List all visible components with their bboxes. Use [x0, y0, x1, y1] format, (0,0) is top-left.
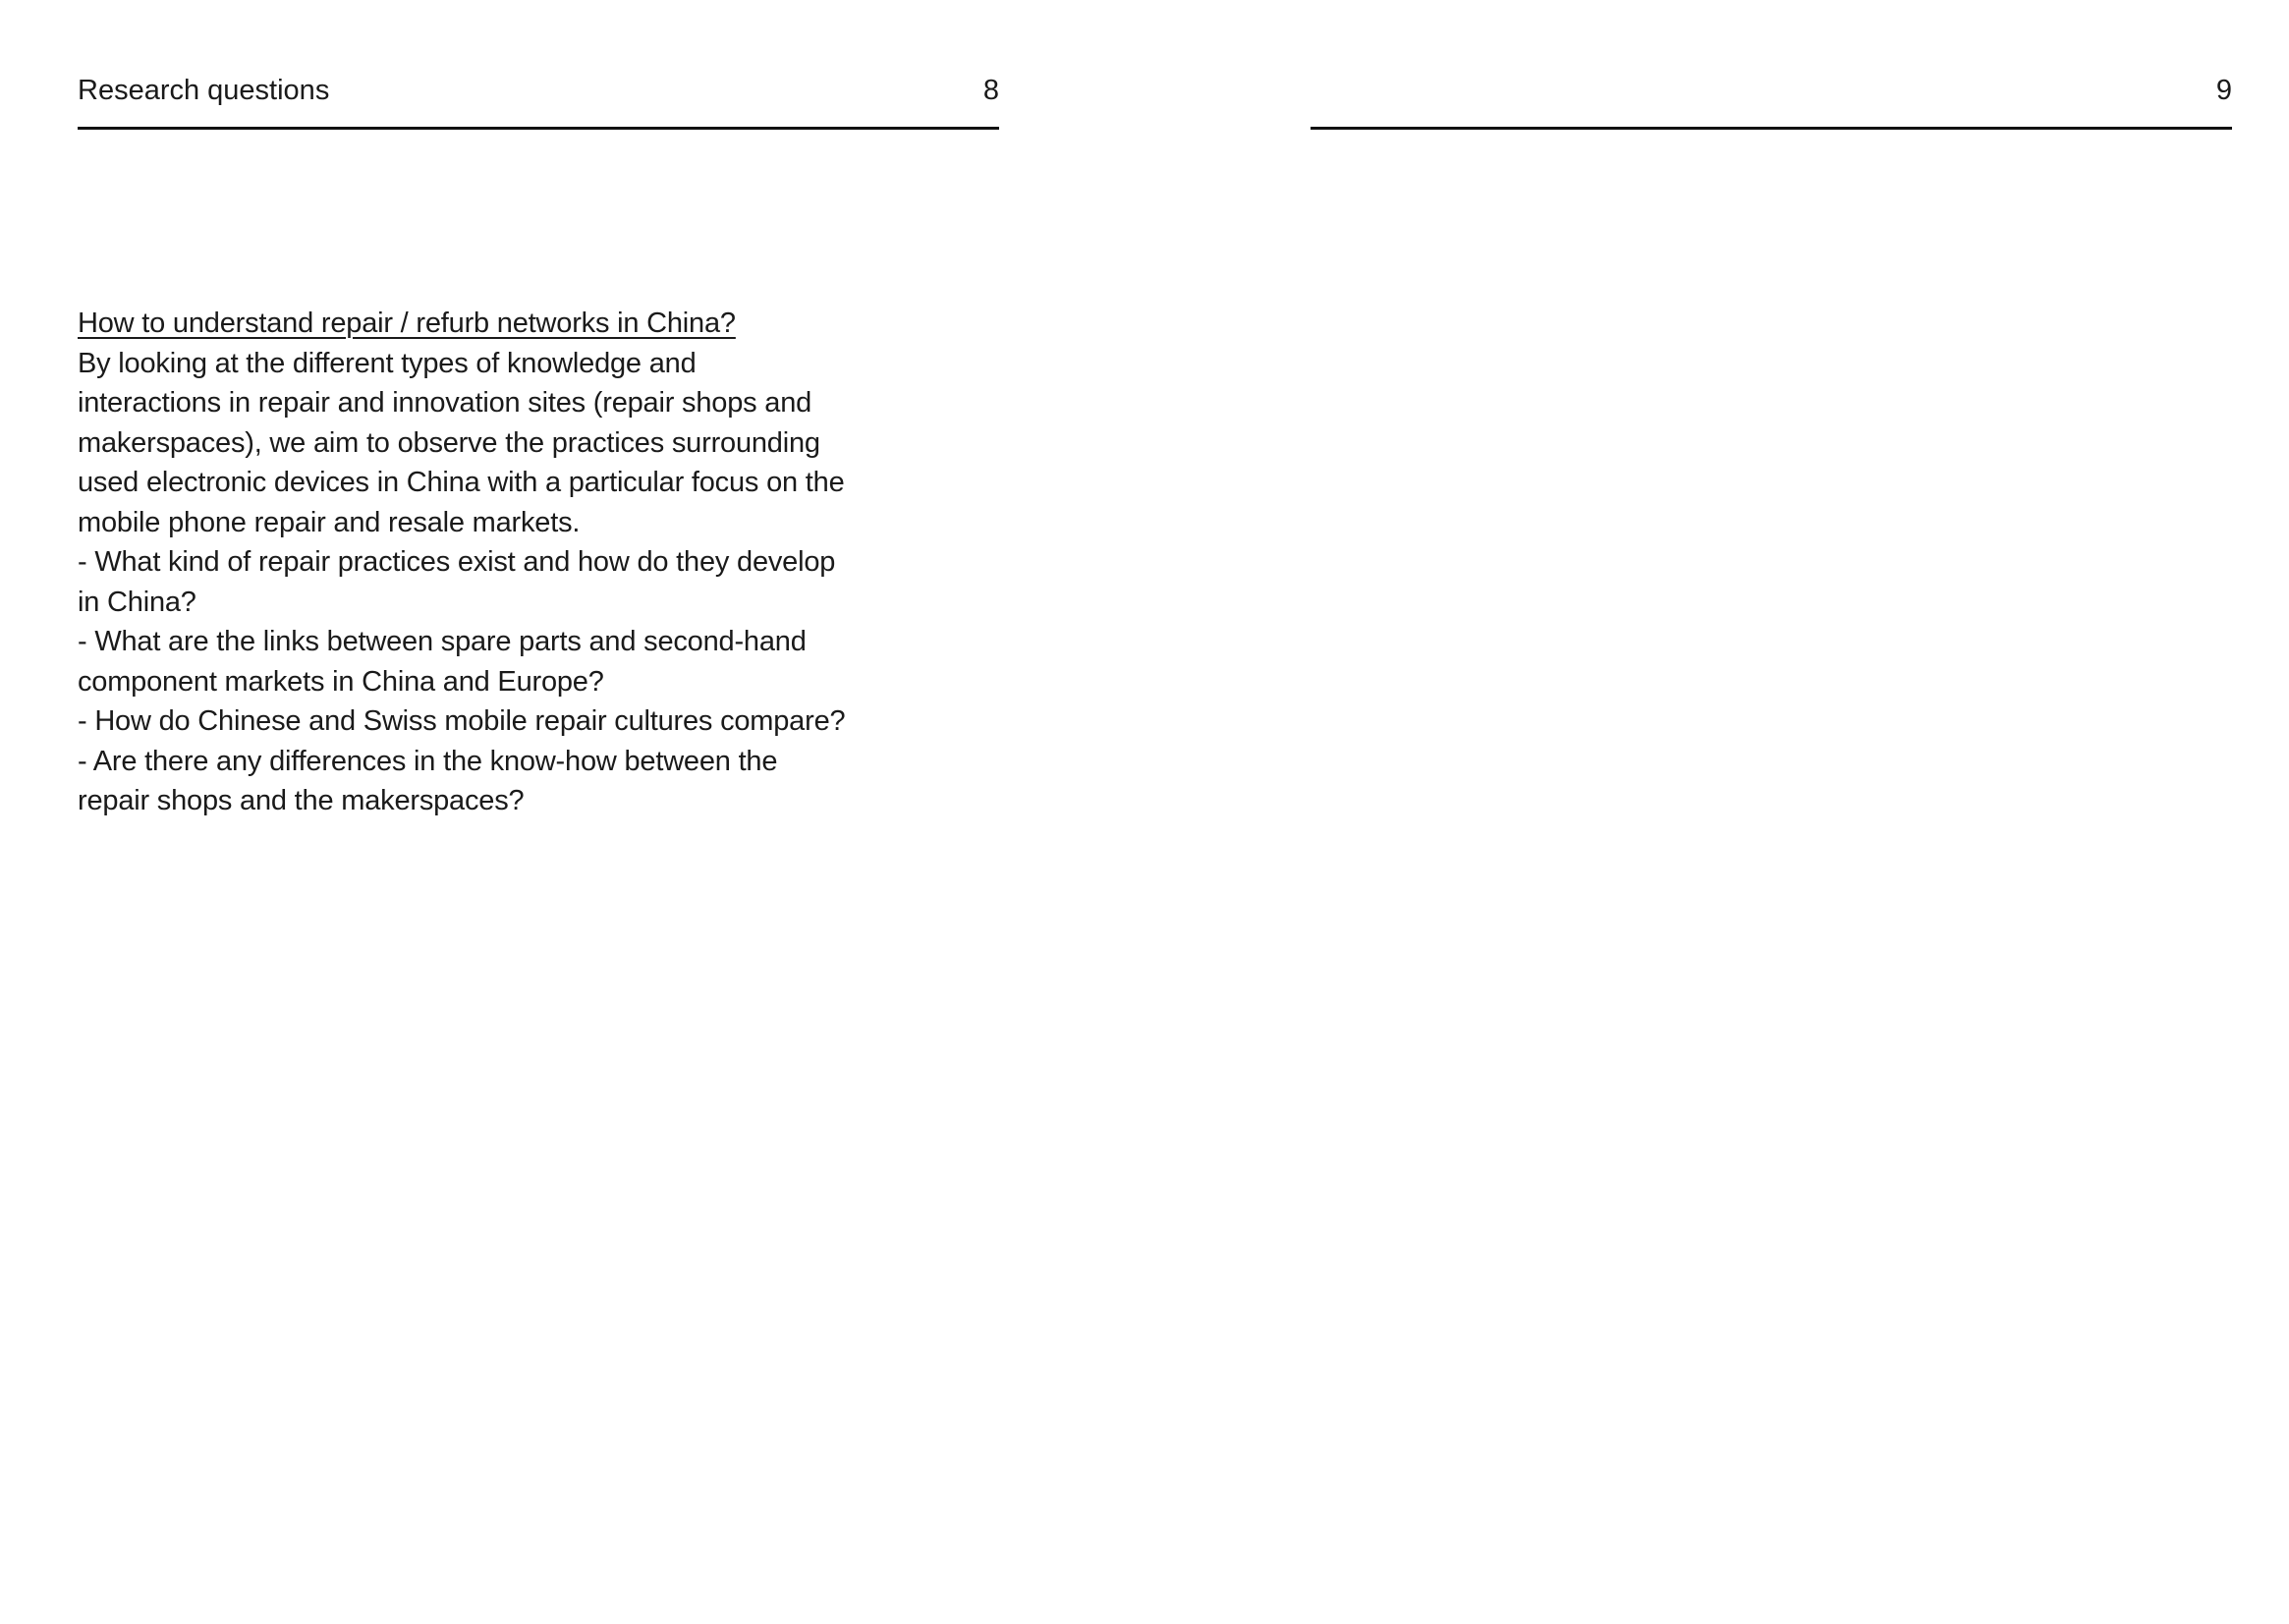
page-number-left: 8 — [982, 75, 999, 106]
question-heading: How to understand repair / refurb networks in China? — [78, 308, 736, 339]
question-item-line: in China? — [78, 586, 196, 618]
body-line: By looking at the different types of knowledge and — [78, 347, 697, 379]
running-header-right — [1311, 69, 2232, 130]
question-item-line: component markets in China and Europe? — [78, 665, 604, 698]
page-number-right: 9 — [2215, 75, 2232, 106]
question-item-line: - What are the links between spare parts and second-hand — [78, 626, 807, 657]
body-line: used electronic devices in China with a particular focus on the — [78, 467, 845, 498]
body-line: interactions in repair and innovation sites (repair shops and — [78, 387, 812, 419]
body-line: makerspaces), we aim to observe the practices surrounding — [78, 426, 820, 459]
question-item-line: - What kind of repair practices exist and how do they develop — [78, 546, 836, 578]
body-line: mobile phone repair and resale markets. — [78, 506, 581, 538]
question-item-line: - Are there any differences in the know-how between the — [78, 745, 778, 777]
research-questions-text — [78, 304, 893, 821]
question-item-line: repair shops and the makerspaces? — [78, 785, 525, 816]
right-page — [1311, 0, 2232, 1624]
running-header-left — [78, 69, 999, 130]
left-page — [78, 0, 999, 1624]
section-title: Research questions — [78, 75, 330, 106]
question-item-line: - How do Chinese and Swiss mobile repair cultures compare? — [78, 705, 846, 737]
